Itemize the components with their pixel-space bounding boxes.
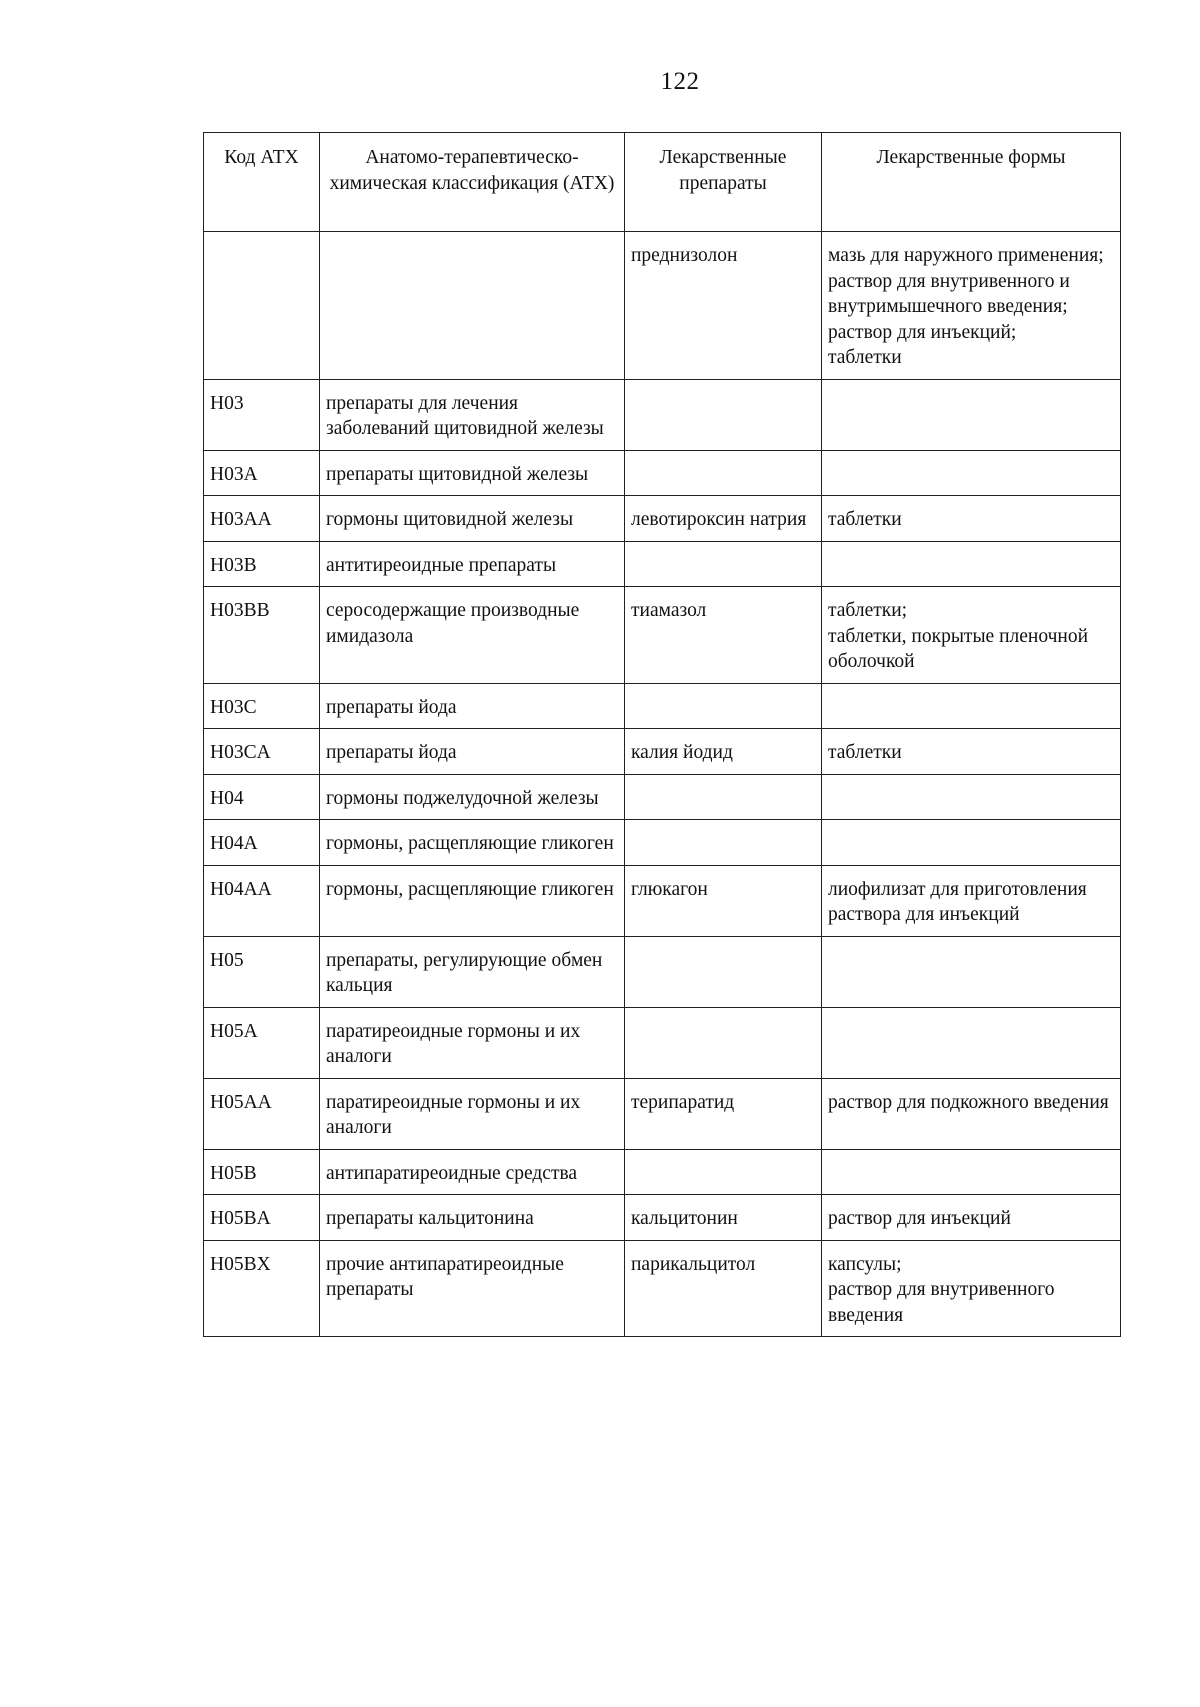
table-row [204,587,1121,684]
dosage-form-cell [822,774,1121,820]
atx-code-cell: H05A [204,1007,320,1078]
table-header-row [204,133,1121,232]
table-row [204,683,1121,729]
page-number: 122 [660,68,700,95]
classification-cell: серосодержащие производные имидазола [320,587,625,684]
classification-cell: препараты для лечения заболеваний щитовидной железы [320,379,625,450]
header-atx-classification: Анатомо-терапевтическо-химическая классификация (АТХ) [320,133,625,232]
table-row [204,379,1121,450]
dosage-form-cell: мазь для наружного применения; раствор для внутривенного и внутримышечного введения; раствор для инъекций; таблетки [822,232,1121,380]
atx-code-cell: H04AA [204,865,320,936]
dosage-form-cell [822,450,1121,496]
dosage-form-cell [822,1007,1121,1078]
header-atx-code: Код АТХ [204,133,320,232]
atx-code-cell: H03C [204,683,320,729]
drug-cell [625,450,822,496]
classification-cell: прочие антипаратиреоидные препараты [320,1240,625,1337]
dosage-form-cell: капсулы; раствор для внутривенного введения [822,1240,1121,1337]
drug-cell [625,774,822,820]
table-row [204,1149,1121,1195]
table-row [204,1240,1121,1337]
classification-cell: паратиреоидные гормоны и их аналоги [320,1078,625,1149]
classification-cell: гормоны, расщепляющие гликоген [320,820,625,866]
classification-cell: гормоны щитовидной железы [320,496,625,542]
atx-code-cell: H03B [204,541,320,587]
table-row [204,936,1121,1007]
drug-cell: калия йодид [625,729,822,775]
dosage-form-cell: таблетки [822,729,1121,775]
classification-cell: препараты йода [320,683,625,729]
header-drugs: Лекарственные препараты [625,133,822,232]
dosage-form-cell: лиофилизат для приготовления раствора для инъекций [822,865,1121,936]
atx-code-cell: H03 [204,379,320,450]
atx-code-cell: H04 [204,774,320,820]
dosage-form-cell: таблетки; таблетки, покрытые пленочной оболочкой [822,587,1121,684]
drug-cell [625,1149,822,1195]
table-row [204,774,1121,820]
atx-code-cell: H05BX [204,1240,320,1337]
table-body [204,232,1121,1337]
classification-cell [320,232,625,380]
drug-cell: терипаратид [625,1078,822,1149]
dosage-form-cell [822,820,1121,866]
atx-code-cell: H03CA [204,729,320,775]
atx-code-cell: H03A [204,450,320,496]
classification-cell: антитиреоидные препараты [320,541,625,587]
table-row [204,541,1121,587]
atx-code-cell: H05BA [204,1195,320,1241]
table-row [204,496,1121,542]
drug-cell: парикальцитол [625,1240,822,1337]
classification-cell: препараты, регулирующие обмен кальция [320,936,625,1007]
atx-code-cell: H03AA [204,496,320,542]
drug-cell [625,683,822,729]
classification-cell: препараты щитовидной железы [320,450,625,496]
table-row [204,1007,1121,1078]
drug-cell: преднизолон [625,232,822,380]
dosage-form-cell [822,1149,1121,1195]
classification-cell: препараты кальцитонина [320,1195,625,1241]
atx-code-cell: H05B [204,1149,320,1195]
drug-cell: тиамазол [625,587,822,684]
table-row [204,1078,1121,1149]
table-row [204,450,1121,496]
table-row [204,865,1121,936]
atx-code-cell: H04A [204,820,320,866]
atx-code-cell: H05AA [204,1078,320,1149]
drug-cell [625,820,822,866]
atx-code-cell: H05 [204,936,320,1007]
classification-cell: гормоны поджелудочной железы [320,774,625,820]
table-row [204,232,1121,380]
table-row [204,729,1121,775]
drug-cell [625,541,822,587]
dosage-form-cell: раствор для подкожного введения [822,1078,1121,1149]
drug-cell: левотироксин натрия [625,496,822,542]
drug-cell: глюкагон [625,865,822,936]
drug-cell [625,379,822,450]
atx-code-cell [204,232,320,380]
header-dosage-forms: Лекарственные формы [822,133,1121,232]
dosage-form-cell: раствор для инъекций [822,1195,1121,1241]
drug-cell [625,936,822,1007]
drug-cell [625,1007,822,1078]
dosage-form-cell [822,936,1121,1007]
dosage-form-cell [822,541,1121,587]
dosage-form-cell [822,379,1121,450]
classification-cell: паратиреоидные гормоны и их аналоги [320,1007,625,1078]
drug-cell: кальцитонин [625,1195,822,1241]
dosage-form-cell: таблетки [822,496,1121,542]
table-row [204,820,1121,866]
classification-cell: гормоны, расщепляющие гликоген [320,865,625,936]
table-row [204,1195,1121,1241]
atx-code-cell: H03BB [204,587,320,684]
dosage-form-cell [822,683,1121,729]
classification-cell: антипаратиреоидные средства [320,1149,625,1195]
classification-cell: препараты йода [320,729,625,775]
atx-drug-table [203,132,1121,1337]
